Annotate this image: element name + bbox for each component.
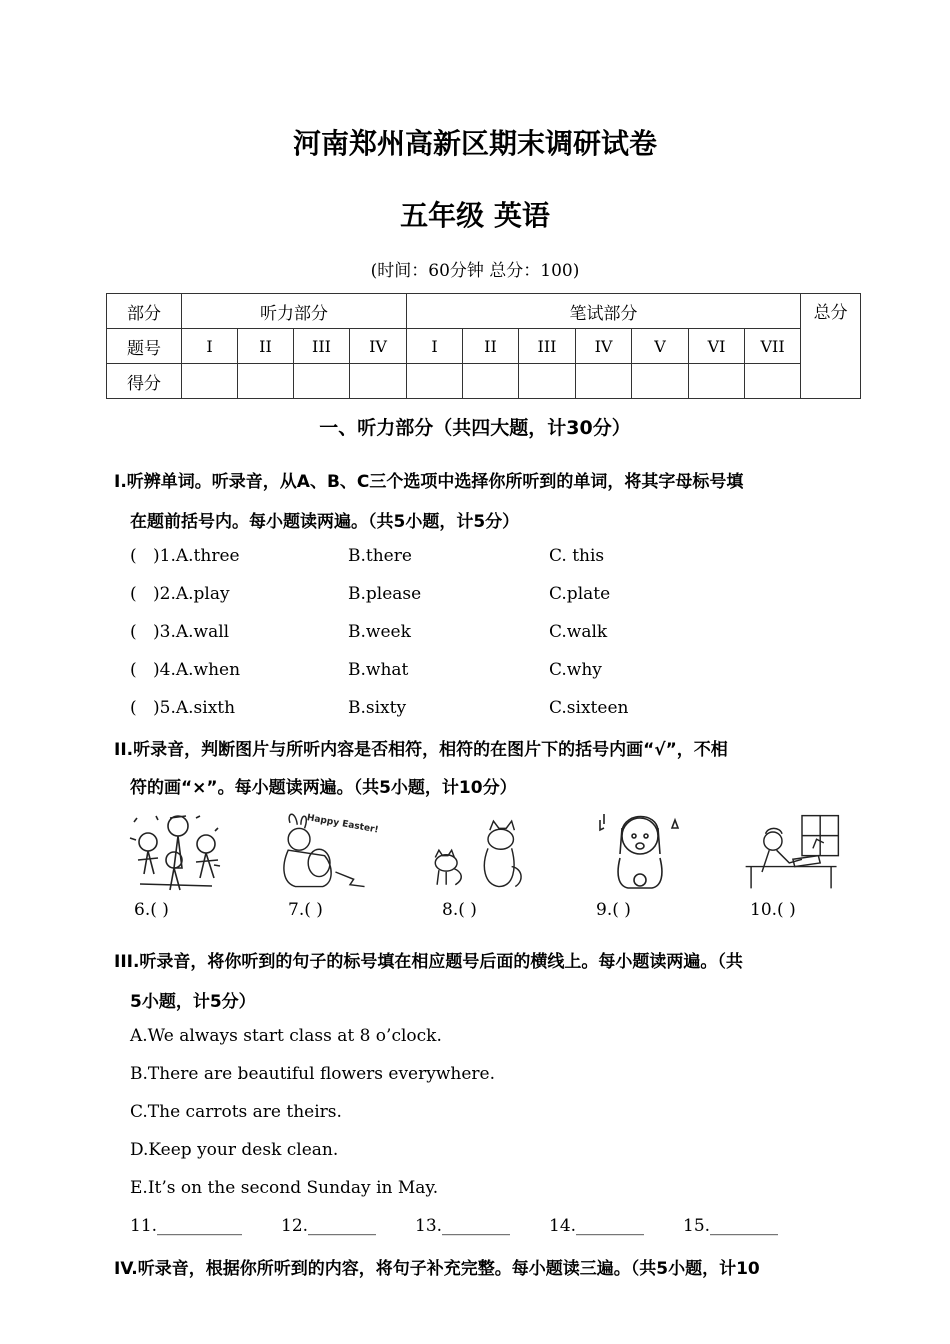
score-input-cell[interactable]	[350, 364, 407, 399]
question-3-title-cont: 5小题，计5分）	[130, 992, 256, 1012]
cats-icon	[428, 808, 528, 896]
table-cell: III	[294, 329, 350, 364]
sentence-option: E.It’s on the second Sunday in May.	[130, 1178, 439, 1198]
option-c: C. this	[549, 546, 605, 566]
table-cell: VII	[745, 329, 801, 364]
option-b: B.sixty	[348, 698, 407, 718]
table-cell: 总分	[801, 294, 861, 399]
score-input-cell[interactable]	[632, 364, 689, 399]
answer-paren[interactable]: (	[130, 660, 137, 680]
score-table-row-parts	[107, 294, 861, 329]
exam-meta: (时间：60分钟 总分：100)	[370, 261, 580, 281]
section-heading-listening: 一、听力部分（共四大题，计30分）	[319, 417, 631, 439]
answer-paren[interactable]: (	[130, 622, 137, 642]
score-input-cell[interactable]	[689, 364, 745, 399]
sentence-option: C.The carrots are theirs.	[130, 1102, 342, 1122]
question-3-title: III.听录音，将你听到的句子的标号填在相应题号后面的横线上。每小题读两遍。（共	[114, 952, 743, 972]
table-cell: 得分	[107, 364, 182, 399]
table-cell: 听力部分	[182, 294, 407, 329]
table-cell: I	[182, 329, 238, 364]
option-c: C.why	[549, 660, 602, 680]
exam-title: 河南郑州高新区期末调研试卷	[292, 127, 657, 160]
easter-bunny-icon	[270, 808, 380, 896]
answer-blank[interactable]: 12.________	[281, 1216, 377, 1236]
option-a: )1.A.three	[153, 546, 240, 566]
table-cell: II	[463, 329, 519, 364]
question-2-title: II.听录音，判断图片与所听内容是否相符，相符的在图片下的括号内画“√”，不相	[114, 740, 728, 760]
option-a: )3.A.wall	[153, 622, 230, 642]
table-cell: VI	[689, 329, 745, 364]
table-cell: 题号	[107, 329, 182, 364]
table-cell: I	[407, 329, 463, 364]
score-input-cell[interactable]	[294, 364, 350, 399]
option-a: )4.A.when	[153, 660, 241, 680]
question-1-title: I.听辨单词。听录音，从A、B、C三个选项中选择你所听到的单词，将其字母标号填	[114, 472, 744, 492]
table-cell: 部分	[107, 294, 182, 329]
option-a: )5.A.sixth	[153, 698, 236, 718]
answer-blank[interactable]: 13.________	[415, 1216, 511, 1236]
picture-10-answer[interactable]: 10.( )	[750, 900, 796, 920]
question-4-title: IV.听录音，根据你所听到的内容，将句子补充完整。每小题读三遍。（共5小题，计10	[114, 1259, 760, 1279]
option-c: C.walk	[549, 622, 608, 642]
question-1-title-cont: 在题前括号内。每小题读两遍。（共5小题，计5分）	[130, 512, 520, 532]
sentence-option: D.Keep your desk clean.	[130, 1140, 339, 1160]
table-cell: II	[238, 329, 294, 364]
score-table-row-numbers	[107, 329, 861, 364]
table-cell: IV	[350, 329, 407, 364]
score-input-cell[interactable]	[182, 364, 238, 399]
score-input-cell[interactable]	[238, 364, 294, 399]
table-cell: IV	[576, 329, 632, 364]
score-input-cell[interactable]	[745, 364, 801, 399]
sentence-option: B.There are beautiful flowers everywhere.	[130, 1064, 495, 1084]
score-input-cell[interactable]	[519, 364, 576, 399]
score-input-cell[interactable]	[407, 364, 463, 399]
score-input-cell[interactable]	[463, 364, 519, 399]
easter-banner-text: Happy Easter!	[305, 813, 380, 836]
option-c: C.sixteen	[549, 698, 629, 718]
answer-blank[interactable]: 11.__________	[130, 1216, 243, 1236]
boy-reading-icon	[742, 808, 842, 896]
option-a: )2.A.play	[153, 584, 230, 604]
picture-8-answer[interactable]: 8.( )	[442, 900, 477, 920]
picture-7-answer[interactable]: 7.( )	[288, 900, 323, 920]
score-input-cell[interactable]	[576, 364, 632, 399]
score-table-row-scores	[107, 364, 861, 399]
score-table	[106, 293, 861, 399]
option-c: C.plate	[549, 584, 611, 604]
table-cell: 笔试部分	[407, 294, 801, 329]
answer-paren[interactable]: (	[130, 584, 137, 604]
girl-singing-icon	[592, 808, 692, 896]
answer-blank[interactable]: 15.________	[683, 1216, 779, 1236]
table-cell: III	[519, 329, 576, 364]
children-celebrating-icon	[126, 808, 226, 896]
option-b: B.there	[348, 546, 412, 566]
answer-paren[interactable]: (	[130, 698, 137, 718]
picture-6-answer[interactable]: 6.( )	[134, 900, 169, 920]
answer-blank[interactable]: 14.________	[549, 1216, 645, 1236]
option-b: B.please	[348, 584, 422, 604]
option-b: B.what	[348, 660, 409, 680]
exam-subtitle: 五年级 英语	[400, 199, 550, 232]
table-cell: V	[632, 329, 689, 364]
sentence-option: A.We always start class at 8 o’clock.	[130, 1026, 442, 1046]
question-2-title-cont: 符的画“×”。每小题读两遍。（共5小题，计10分）	[130, 778, 517, 798]
answer-paren[interactable]: (	[130, 546, 137, 566]
picture-9-answer[interactable]: 9.( )	[596, 900, 631, 920]
option-b: B.week	[348, 622, 411, 642]
